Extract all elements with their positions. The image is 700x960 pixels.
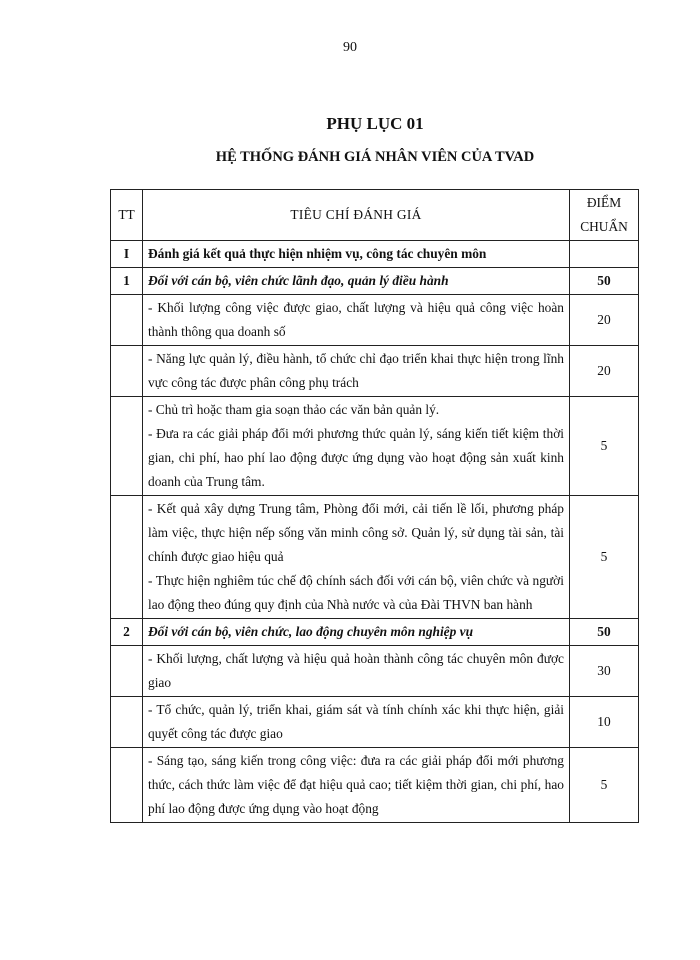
section-row [111,241,639,268]
evaluation-table [110,189,639,823]
row-number [111,496,143,619]
criteria-cell [143,268,570,295]
row-number: 1 [111,268,143,295]
table-row [111,646,639,697]
header-criteria: TIÊU CHÍ ĐÁNH GIÁ [143,190,570,241]
criteria-text: - Khối lượng, chất lượng và hiệu quả hoàn thành công tác chuyên môn được giao [148,651,564,690]
row-number [111,748,143,823]
table-row [111,748,639,823]
header-points [570,190,639,241]
points-cell: 20 [570,346,639,397]
criteria-cell [143,241,570,268]
row-number [111,346,143,397]
header-tt: TT [111,190,143,241]
criteria-text: Đánh giá kết quả thực hiện nhiệm vụ, công tác chuyên môn [148,246,487,261]
points-cell: 50 [570,268,639,295]
row-number [111,697,143,748]
criteria-cell [143,496,570,619]
table-row [111,397,639,496]
header-points-line2: CHUẨN [580,219,628,234]
criteria-cell [143,748,570,823]
row-number [111,646,143,697]
points-cell: 50 [570,619,639,646]
appendix-subtitle: HỆ THỐNG ĐÁNH GIÁ NHÂN VIÊN CỦA TVAD [215,149,535,165]
criteria-cell [143,646,570,697]
header-points-line1: ĐIỂM [586,195,622,210]
row-number [111,397,143,496]
row-number: I [111,241,143,268]
table-row [111,295,639,346]
criteria-cell [143,346,570,397]
criteria-text: - Chủ trì hoặc tham gia soạn thảo các văn bản quản lý. [148,402,440,417]
row-number: 2 [111,619,143,646]
table-row [111,346,639,397]
criteria-cell [143,697,570,748]
group-row [111,268,639,295]
points-cell: 5 [570,496,639,619]
criteria-cell [143,397,570,496]
criteria-cell [143,295,570,346]
page-number: 90 [343,40,357,55]
points-cell [570,241,639,268]
points-cell: 10 [570,697,639,748]
criteria-text: - Tổ chức, quản lý, triển khai, giám sát và tính chính xác khi thực hiện, giải quyết công tác được giao [148,702,564,741]
row-number [111,295,143,346]
group-row [111,619,639,646]
table-body [111,241,639,823]
points-cell: 5 [570,397,639,496]
table-row [111,496,639,619]
points-cell: 5 [570,748,639,823]
criteria-text: - Năng lực quản lý, điều hành, tổ chức chỉ đạo triển khai thực hiện trong lĩnh vực công tác được phân công phụ trách [148,351,564,390]
criteria-text: Đối với cán bộ, viên chức lãnh đạo, quản lý điều hành [148,273,449,288]
table-row [111,697,639,748]
criteria-text: - Kết quả xây dựng Trung tâm, Phòng đổi mới, cải tiến lề lối, phương pháp làm việc, thực hiện nếp sống văn minh công sở. Quản lý, sử dụng tài sản, tài chính được giao hiệu quả [148,501,564,564]
appendix-title: PHỤ LỤC 01 [326,114,424,133]
criteria-text: Đối với cán bộ, viên chức, lao động chuyên môn nghiệp vụ [148,624,474,639]
criteria-text: - Đưa ra các giải pháp đổi mới phương thức quản lý, sáng kiến tiết kiệm thời gian, chi phí, hao phí lao động được ứng dụng vào hoạt động sản xuất kinh doanh của Trung tâm. [148,426,564,489]
table-header-row [111,190,639,241]
criteria-text: - Khối lượng công việc được giao, chất lượng và hiệu quả công việc hoàn thành thông qua doanh số [148,300,564,339]
points-cell: 20 [570,295,639,346]
criteria-text: - Thực hiện nghiêm túc chế độ chính sách đối với cán bộ, viên chức và người lao động theo đúng quy định của Nhà nước và của Đài THVN ban hành [148,573,564,612]
criteria-text: - Sáng tạo, sáng kiến trong công việc: đưa ra các giải pháp đổi mới phương thức, cách thức làm việc để đạt hiệu quả cao; tiết kiệm thời gian, chi phí, hao phí lao động được ứng dụng vào hoạt động [148,753,564,816]
points-cell: 30 [570,646,639,697]
criteria-cell [143,619,570,646]
